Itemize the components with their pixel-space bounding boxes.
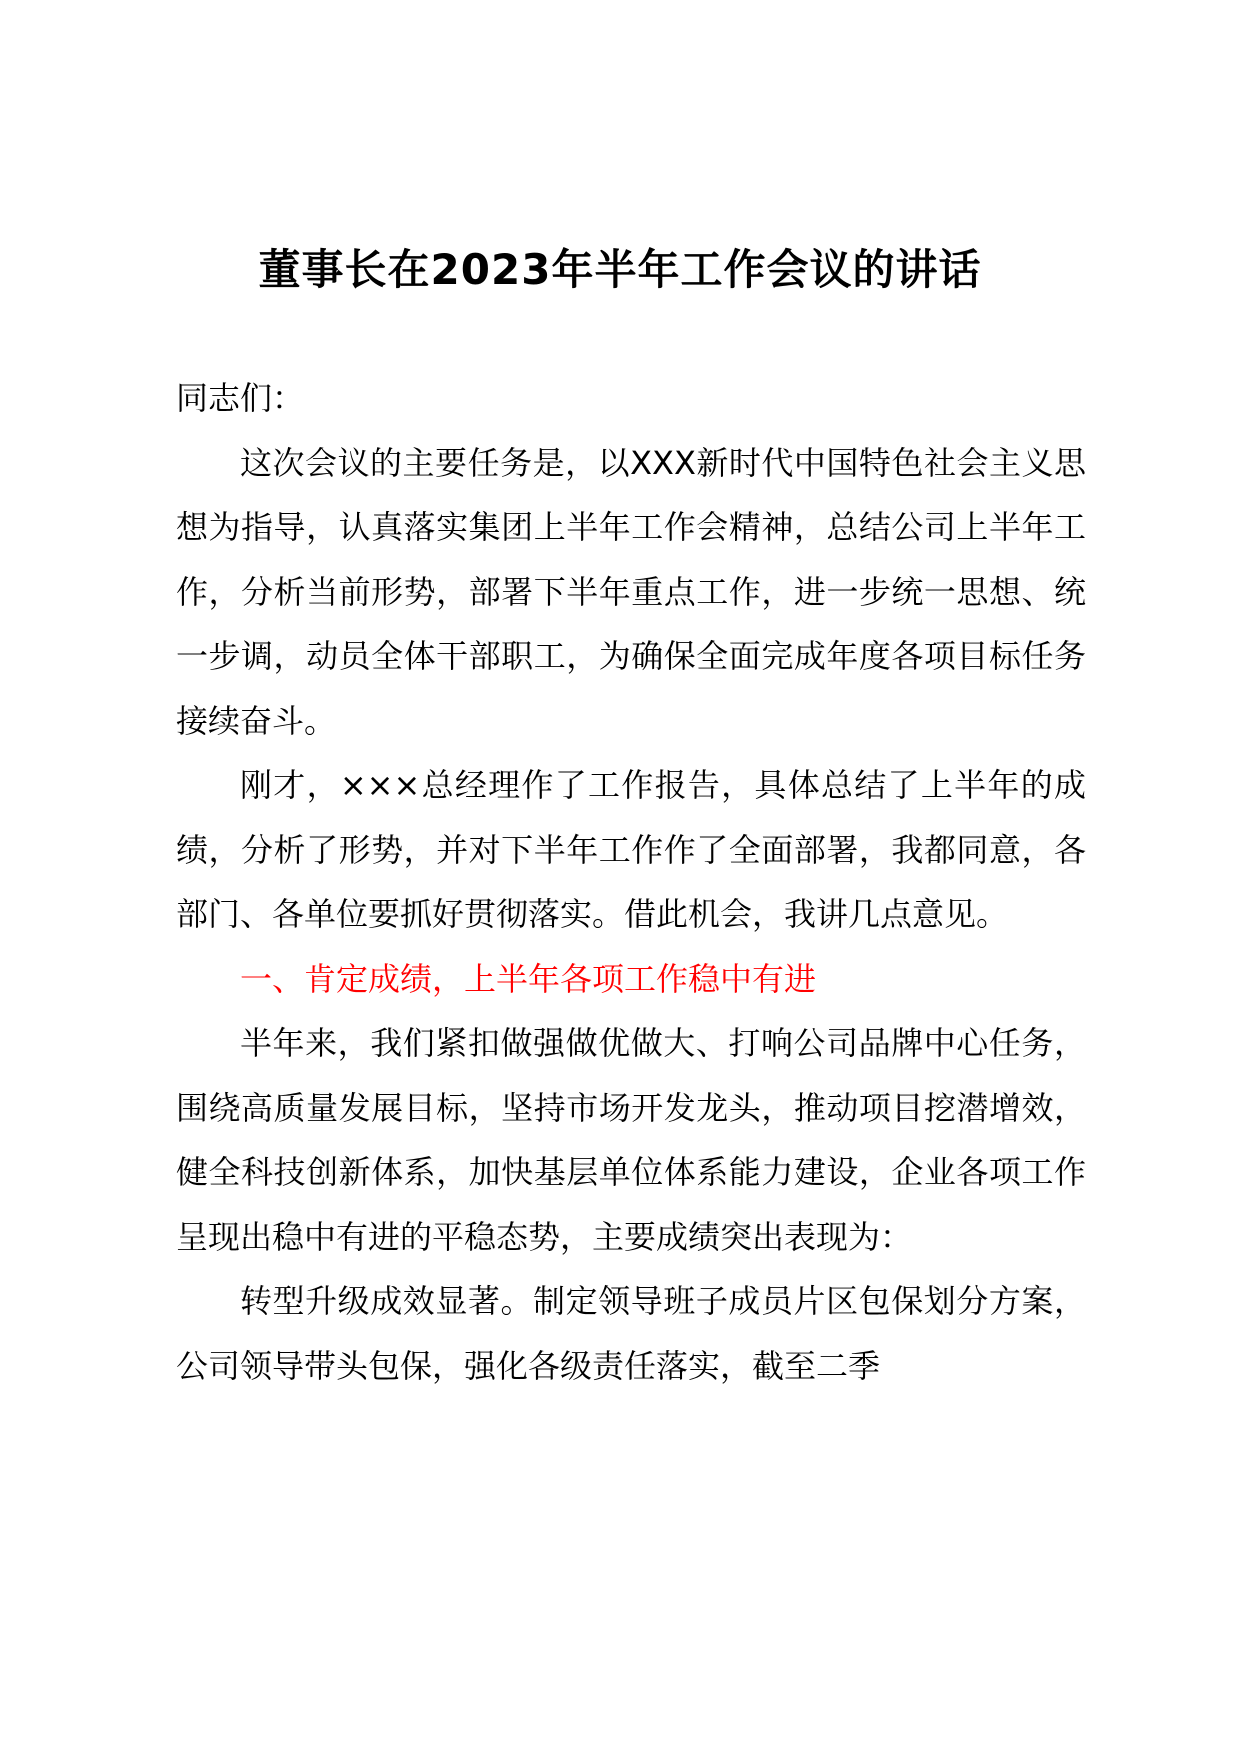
paragraph-transformation: 转型升级成效显著。制定领导班子成员片区包保划分方案，公司领导带头包保，强化各级责任落实，截至二季 — [176, 1282, 1086, 1385]
document-body — [176, 366, 1086, 1398]
document-title: 董事长在2023年半年工作会议的讲话 — [258, 245, 982, 294]
paragraph-meeting-task: 这次会议的主要任务是，以XXX新时代中国特色社会主义思想为指导，认真落实集团上半年工作会精神，总结公司上半年工作，分析当前形势，部署下半年重点工作，进一步统一思想、统一步调，动员全体干部职工，为确保全面完成年度各项目标任务接续奋斗。 — [176, 443, 1086, 740]
section-heading: 一、肯定成绩，上半年各项工作稳中有进 — [240, 959, 817, 998]
salutation: 同志们： — [176, 379, 305, 417]
paragraph-half-year-summary: 半年来，我们紧扣做强做优做大、打响公司品牌中心任务，围绕高质量发展目标，坚持市场开发龙头，推动项目挖潜增效，健全科技创新体系，加快基层单位体系能力建设，企业各项工作呈现出稳中有进的平稳态势，主要成绩突出表现为： — [176, 1024, 1086, 1256]
paragraph-report-remarks: 刚才，×××总经理作了工作报告，具体总结了上半年的成绩，分析了形势，并对下半年工作作了全面部署，我都同意，各部门、各单位要抓好贯彻落实。借此机会，我讲几点意见。 — [176, 766, 1086, 933]
